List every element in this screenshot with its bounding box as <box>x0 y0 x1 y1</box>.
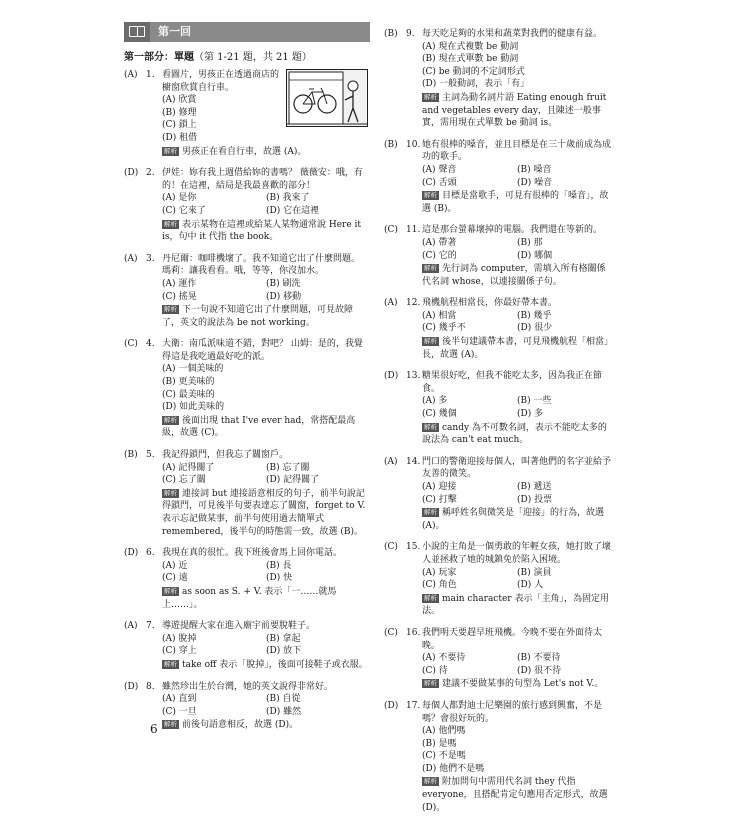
options-list <box>162 363 370 413</box>
question-item <box>384 297 612 361</box>
question-stem: 伊娃：妳有我上週借給妳的書嗎？ 薇薇安：哦，有的！在這裡，結局是我最喜歡的部分！ <box>162 168 363 191</box>
options-list <box>422 164 612 189</box>
question-number: 5. <box>146 450 155 461</box>
explanation <box>422 92 612 130</box>
question-number: 9. <box>406 29 415 39</box>
explanation <box>422 336 612 361</box>
answer-label: (D) <box>124 681 139 692</box>
question-item <box>124 338 370 440</box>
question-number: 11. <box>406 225 421 236</box>
option: (D) 投票 <box>517 494 553 505</box>
question-item <box>384 224 612 288</box>
answer-label: (A) <box>124 70 138 80</box>
option: (C) 最美味的 <box>162 389 215 400</box>
option: (D) 噪音 <box>517 177 553 188</box>
answer-label: (C) <box>384 225 398 236</box>
explanation-tag: 解析 <box>424 264 437 273</box>
option: (C) 舌頭 <box>422 177 457 188</box>
explanation-text: take off 表示「脫掉」，後面可接鞋子或衣服。 <box>182 659 368 670</box>
explanation-tag: 解析 <box>164 146 177 155</box>
explanation <box>162 219 370 244</box>
option: (A) 一個美味的 <box>162 364 224 375</box>
question-number: 7. <box>146 621 155 632</box>
explanation-tag: 解析 <box>424 593 437 602</box>
options-list <box>422 567 612 592</box>
option: (A) 多 <box>422 396 448 407</box>
question-stem: 丹尼爾：咖啡機壞了。我不知道它出了什麼問題。 瑪莉：讓我看看。哦，等等，你沒加水。 <box>162 253 361 277</box>
option: (B) 長 <box>266 560 292 571</box>
option: (A) 記得關了 <box>162 462 215 473</box>
left-question-list <box>124 69 370 732</box>
explanation-tag: 解析 <box>424 422 437 431</box>
explanation-tag: 解析 <box>164 219 177 228</box>
question-number: 3. <box>146 253 155 264</box>
explanation <box>162 146 370 159</box>
answer-label: (A) <box>124 253 138 264</box>
explanation <box>162 488 370 538</box>
question-item <box>124 69 370 158</box>
option: (A) 迎接 <box>422 482 457 492</box>
answer-label: (A) <box>384 456 398 467</box>
explanation-tag: 解析 <box>424 777 437 786</box>
explanation <box>422 507 612 532</box>
explanation-text: 附加問句中需用代名詞 they 代指 everyone，且搭配肯定句應用否定形式，故選 (D)。 <box>422 777 608 813</box>
explanation-text: 主詞為動名詞片語 Eating enough fruit and vegetables every day，且陳述一般事實，需用現在式單數 be 動詞 is。 <box>422 92 607 129</box>
left-column <box>124 22 370 741</box>
option: (D) 很少 <box>517 323 553 334</box>
option: (A) 現在式複數 be 動詞 <box>422 41 519 52</box>
explanation-tag: 解析 <box>424 679 437 688</box>
question-item <box>384 627 612 691</box>
option: (B) 是嗎 <box>422 738 457 749</box>
option: (A) 脫掉 <box>162 633 197 644</box>
options-list <box>422 41 612 91</box>
right-column <box>384 28 612 823</box>
right-question-list <box>384 28 612 814</box>
question-stem: 門口的警衛迎接每個人，叫著他們的名字並給予友善的微笑。 <box>422 456 612 480</box>
question-stem: 雖然珍出生於台灣，她的英文說得非常好。 <box>162 681 334 692</box>
option: (D) 哪個 <box>517 250 553 261</box>
question-number: 4. <box>146 339 155 350</box>
question-stem: 這是那台螢幕壞掉的電腦。我們還在等新的。 <box>422 225 603 236</box>
option: (B) 忘了關 <box>266 462 310 473</box>
option: (D) 如此美味的 <box>162 402 225 413</box>
section-title-text: 第一部分：單題 <box>124 52 194 63</box>
explanation-tag: 解析 <box>164 415 177 424</box>
options-list <box>422 481 612 506</box>
question-stem: 看圖片，男孩正在透過商店的櫥窗欣賞自行車。 <box>162 70 280 93</box>
explanation <box>422 422 612 447</box>
question-number: 6. <box>146 548 155 559</box>
option: (C) 幾個 <box>422 409 457 420</box>
bicycle-illustration <box>286 69 368 127</box>
question-item <box>384 541 612 618</box>
option: (A) 直到 <box>162 694 197 705</box>
explanation <box>422 776 612 814</box>
answer-label: (C) <box>384 627 398 638</box>
answer-label: (C) <box>384 542 398 553</box>
answer-label: (D) <box>384 371 399 382</box>
question-number: 13. <box>406 371 421 382</box>
option: (A) 他們嗎 <box>422 726 466 737</box>
option: (D) 很不待 <box>517 665 562 676</box>
option: (D) 他們不是嗎 <box>422 763 485 774</box>
question-stem: 飛機航程相當長，你最好帶本書。 <box>422 298 558 309</box>
option: (B) 拿起 <box>266 633 301 644</box>
options-list <box>162 693 370 718</box>
answer-label: (D) <box>124 548 139 559</box>
explanation-text: 連接詞 but 連接語意相反的句子，前半句說記得鎖門，可見後半句要表達忘了關窗，forget to V. 表示忘記做某事，前半句使用過去簡單式 remembered，後半句的時態需一致，故選 (B)。 <box>162 488 366 537</box>
explanation-tag: 解析 <box>424 508 437 517</box>
question-number: 12. <box>406 298 421 309</box>
question-stem: 我現在真的很忙。我下班後會馬上回你電話。 <box>162 548 343 559</box>
option: (D) 雖然 <box>266 706 302 717</box>
explanation-text: 前後句語意相反，故選 (D)。 <box>182 720 299 731</box>
option: (D) 快 <box>266 573 293 584</box>
option: (C) 忘了關 <box>162 475 206 486</box>
option: (D) 租借 <box>162 132 198 143</box>
question-stem: 她有很棒的嗓音，並且目標是在三十歲前成為成功的歌手。 <box>422 139 612 163</box>
explanation <box>162 719 370 732</box>
option: (D) 多 <box>517 409 544 420</box>
option: (A) 聲音 <box>422 164 457 175</box>
option: (A) 相當 <box>422 310 457 321</box>
question-item <box>124 449 370 538</box>
option: (C) 搖晃 <box>162 291 197 302</box>
option: (C) 穿上 <box>162 646 197 657</box>
book-icon <box>124 22 150 42</box>
option: (C) 一旦 <box>162 706 197 717</box>
explanation <box>422 593 612 618</box>
option: (B) 演員 <box>517 567 552 578</box>
question-stem: 糖果很好吃，但我不能吃太多，因為我正在節食。 <box>422 371 603 394</box>
answer-label: (D) <box>124 168 139 179</box>
option: (C) 不是嗎 <box>422 751 466 762</box>
options-list <box>422 395 612 420</box>
option: (D) 一般動詞，表示「有」 <box>422 79 530 90</box>
options-list <box>422 652 612 677</box>
options-list <box>162 462 370 487</box>
options-list <box>422 725 612 775</box>
option: (C) 幾乎不 <box>422 323 466 334</box>
explanation <box>162 659 370 672</box>
question-stem: 我記得鎖門，但我忘了關窗戶。 <box>162 450 289 461</box>
question-stem: 導遊提醒大家在進入廟宇前要脫鞋子。 <box>162 621 316 632</box>
question-number: 1. <box>146 70 155 80</box>
explanation <box>422 678 612 691</box>
option: (B) 更美味的 <box>162 377 215 388</box>
explanation <box>162 415 370 440</box>
explanation-text: 後半句建議帶本書，可見飛機航程「相當」長，故選 (A)。 <box>422 337 609 360</box>
option: (A) 近 <box>162 560 188 571</box>
explanation <box>422 263 612 288</box>
explanation-tag: 解析 <box>164 659 177 668</box>
explanation-text: 下一句說不知道它出了什麼問題，可見故障了，英文的說法為 be not working。 <box>162 305 354 328</box>
answer-label: (B) <box>124 450 138 461</box>
option: (B) 刷洗 <box>266 278 301 289</box>
option: (B) 嗓音 <box>517 164 552 175</box>
question-item <box>124 620 370 671</box>
question-number: 15. <box>406 542 421 553</box>
chapter-title: 第一回 <box>150 22 370 42</box>
question-stem: 我們明天要趕早班飛機。今晚不要在外面待太晚。 <box>422 627 603 651</box>
explanation-text: main character 表示「主角」，為固定用法。 <box>422 593 609 617</box>
question-stem: 每個人都對迪士尼樂園的旅行感到興奮，不是嗎？會很好玩的。 <box>422 700 603 724</box>
explanation <box>162 586 370 611</box>
option: (B) 那 <box>517 237 543 248</box>
explanation-text: 建議不要做某事的句型為 Let's not V.。 <box>442 679 604 690</box>
chapter-header <box>124 22 370 42</box>
option: (D) 放下 <box>266 646 302 657</box>
options-list <box>162 560 370 585</box>
option: (A) 運作 <box>162 278 197 289</box>
question-item <box>384 28 612 130</box>
option: (B) 不要待 <box>517 653 561 664</box>
explanation-tag: 解析 <box>164 305 177 314</box>
option: (C) 打擊 <box>422 494 457 505</box>
option: (C) 角色 <box>422 580 457 591</box>
question-item <box>384 456 612 533</box>
question-item <box>384 370 612 447</box>
question-stem: 大衛：南瓜派味道不錯，對吧？ 山姆：是的，我覺得這是我吃過最好吃的派。 <box>162 339 363 362</box>
question-item <box>124 167 370 244</box>
explanation-tag: 解析 <box>424 191 437 200</box>
explanation-text: candy 為不可數名詞，表示不能吃太多的說法為 can't eat much。 <box>422 422 607 446</box>
option: (B) 修理 <box>162 107 197 118</box>
question-item <box>384 700 612 814</box>
section-title <box>124 48 370 63</box>
options-list <box>162 278 370 303</box>
explanation-text: 目標是當歌手，可見有很棒的「嗓音」，故選 (B)。 <box>422 191 609 214</box>
option: (C) 遠 <box>162 573 188 584</box>
option: (D) 人 <box>517 580 544 591</box>
question-item <box>124 253 370 330</box>
question-item <box>124 547 370 611</box>
question-number: 14. <box>406 456 421 467</box>
explanation-tag: 解析 <box>164 488 177 497</box>
answer-label: (B) <box>384 29 398 39</box>
answer-label: (B) <box>384 139 398 150</box>
option: (A) 不要待 <box>422 653 466 664</box>
option: (B) 我來了 <box>266 193 310 204</box>
question-number: 16. <box>406 627 421 638</box>
question-number: 8. <box>146 681 155 692</box>
option: (D) 移動 <box>266 291 302 302</box>
question-item <box>384 139 612 216</box>
question-number: 17. <box>406 700 421 711</box>
question-number: 10. <box>406 139 421 150</box>
option: (B) 一些 <box>517 396 552 407</box>
explanation-tag: 解析 <box>164 720 177 729</box>
explanation-text: 先行詞為 computer，需填入所有格關係代名詞 whose，以連接關係子句。 <box>422 264 606 287</box>
options-list <box>162 192 370 217</box>
question-item <box>124 681 370 732</box>
option: (A) 玩家 <box>422 567 457 578</box>
answer-label: (A) <box>124 621 138 632</box>
option: (D) 它在這裡 <box>266 205 320 216</box>
option: (B) 幾乎 <box>517 310 552 321</box>
explanation-tag: 解析 <box>424 92 437 101</box>
question-number: 2. <box>146 168 155 179</box>
option: (D) 記得關了 <box>266 475 320 486</box>
question-stem: 每天吃足夠的水果和蔬菜對我們的健康有益。 <box>422 29 603 39</box>
option: (C) 待 <box>422 665 448 676</box>
option: (A) 欣賞 <box>162 95 197 106</box>
option: (A) 是你 <box>162 193 197 204</box>
option: (C) be 動詞的不定詞形式 <box>422 66 525 77</box>
page-number: 6 <box>150 722 158 736</box>
explanation-tag: 解析 <box>164 586 177 595</box>
answer-label: (C) <box>124 339 138 350</box>
explanation-text: 表示某物在這裡或給某人某物通常說 Here it is，句中 it 代指 the book。 <box>162 219 362 243</box>
options-list <box>162 94 280 144</box>
option: (C) 鎖上 <box>162 120 197 131</box>
explanation-text: 後面出現 that I've ever had，常搭配最高級，故選 (C)。 <box>162 415 356 439</box>
explanation-text: 男孩正在看自行車，故選 (A)。 <box>182 146 307 157</box>
option: (B) 遞送 <box>517 482 552 492</box>
option: (B) 現在式單數 be 動詞 <box>422 54 519 65</box>
answer-label: (A) <box>384 298 398 309</box>
explanation <box>422 190 612 215</box>
section-range: （第 1-21 題，共 21 題） <box>194 52 312 63</box>
explanation-text: 稱呼姓名與微笑是「迎接」的行為，故選 (A)。 <box>422 508 605 531</box>
options-list <box>162 633 370 658</box>
answer-label: (D) <box>384 700 399 711</box>
options-list <box>422 237 612 262</box>
option: (C) 它的 <box>422 250 457 261</box>
explanation <box>162 304 370 329</box>
options-list <box>422 310 612 335</box>
option: (C) 它來了 <box>162 205 206 216</box>
question-stem: 小說的主角是一個勇敢的年輕女孩，她打敗了壞人並拯救了她的城鎮免於陷入困境。 <box>422 542 612 565</box>
explanation-text: as soon as S. + V. 表示「一……就馬上……」。 <box>162 586 337 610</box>
option: (B) 自從 <box>266 694 301 705</box>
option: (A) 帶著 <box>422 237 457 248</box>
explanation-tag: 解析 <box>424 337 437 346</box>
